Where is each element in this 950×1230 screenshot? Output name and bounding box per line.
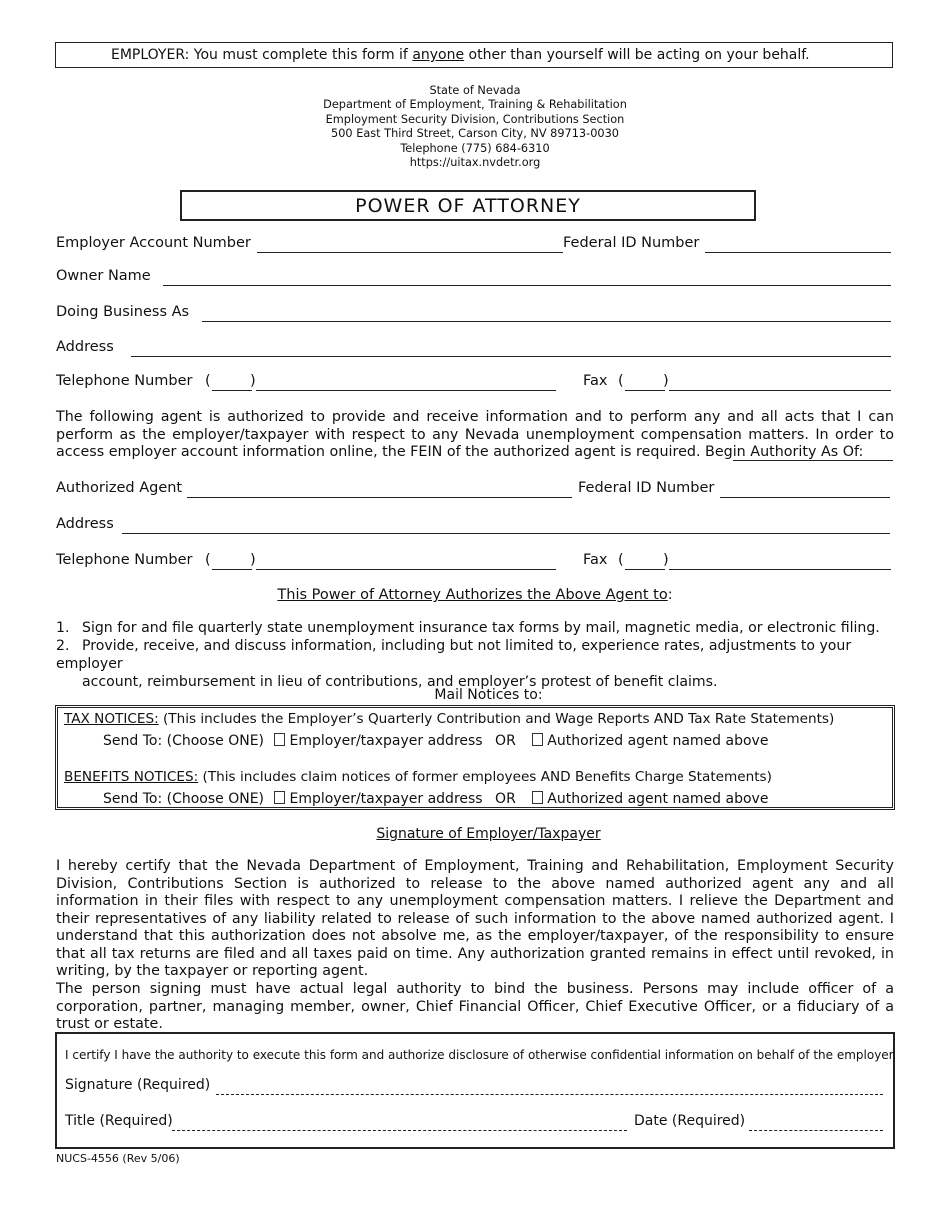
agent-phone-area-open: (: [205, 552, 211, 568]
list-item-text: Provide, receive, and discuss information, including but not limited to, experience rates, adjustments to your employer: [56, 638, 852, 672]
employer-account-field[interactable]: [257, 252, 563, 253]
list-item-number: 1.: [56, 620, 70, 636]
list-item: [56, 637, 894, 673]
agent-federal-id-label: Federal ID Number: [578, 480, 715, 496]
benefits-send-to-label: Send To: (Choose ONE): [103, 791, 265, 807]
employer-telephone-label: Telephone Number: [56, 373, 193, 389]
certification-box: [55, 1032, 895, 1149]
benefits-employer-option: Employer/taxpayer address: [289, 791, 483, 807]
certification-statement: I certify I have the authority to execute this form and authorize disclosure of otherwise confidential information on behalf of the employer.: [65, 1048, 897, 1062]
agent-telephone-field[interactable]: [256, 569, 556, 570]
agent-address-field[interactable]: [122, 533, 890, 534]
employer-fax-area-close: ): [663, 373, 669, 389]
dba-label: Doing Business As: [56, 304, 190, 320]
agent-federal-id-field[interactable]: [720, 497, 890, 498]
owner-name-field[interactable]: [163, 285, 891, 286]
list-item-continuation: account, reimbursement in lieu of contributions, and employer’s protest of benefit claims.: [82, 674, 718, 690]
agent-fax-area-open: (: [618, 552, 624, 568]
benefits-employer-checkbox[interactable]: [274, 791, 285, 804]
notice-suffix: other than yourself will be acting on your behalf.: [464, 47, 810, 63]
certify-paragraph: I hereby certify that the Nevada Department of Employment, Training and Rehabilitation, Employment Security Division, Contributions Section is authorized to release to the above named authorized agent any and all information in their files with respect to any unemployment compensation matters. I relieve the Department and their representatives of any liability related to release of such information to the above named authorized agent. I understand that this authorization does not absolve me, as the employer/taxpayer, of the responsibility to ensure that all tax returns are filed and all taxes paid on time. Any authorization granted remains in effect until revoked, in writing, by the taxpayer or reporting agent.: [56, 858, 894, 979]
mail-notices-box: [55, 705, 895, 810]
employer-account-label: Employer Account Number: [56, 235, 251, 251]
employer-notice-box: [55, 42, 893, 68]
agent-telephone-label: Telephone Number: [56, 552, 193, 568]
agency-website: https://uitax.nvdetr.org: [409, 156, 541, 170]
tax-notices-row: [64, 711, 834, 727]
agency-telephone: Telephone (775) 684-6310: [400, 141, 550, 155]
agency-state: State of Nevada: [429, 84, 521, 97]
notice-prefix: EMPLOYER: You must complete this form if: [111, 47, 413, 63]
employer-address-field[interactable]: [131, 356, 891, 357]
list-item-number: 2.: [56, 638, 70, 654]
agency-header: [200, 84, 750, 170]
title-label: Title (Required): [65, 1113, 173, 1129]
agent-fax-area-field[interactable]: [625, 569, 665, 570]
begin-authority-date-field[interactable]: [733, 460, 893, 461]
tax-employer-option: Employer/taxpayer address: [289, 733, 483, 749]
authorized-agent-label: Authorized Agent: [56, 480, 183, 496]
date-field[interactable]: [749, 1130, 883, 1131]
list-item-text: Sign for and file quarterly state unemployment insurance tax forms by mail, magnetic media, or electronic filing.: [82, 620, 880, 636]
employer-phone-area-close: ): [250, 373, 256, 389]
agency-division: Employment Security Division, Contributions Section: [325, 112, 625, 126]
employer-phone-area-field[interactable]: [212, 390, 252, 391]
benefits-or-text: OR: [495, 791, 516, 807]
employer-fax-area-open: (: [618, 373, 624, 389]
authorizes-heading-row: [0, 587, 950, 603]
employer-fax-label: Fax: [583, 373, 608, 389]
tax-agent-option: Authorized agent named above: [547, 733, 769, 749]
form-title: POWER OF ATTORNEY: [180, 190, 756, 221]
mail-notices-heading: Mail Notices to:: [434, 687, 543, 703]
agent-fax-label: Fax: [583, 552, 608, 568]
agency-department: Department of Employment, Training & Rehabilitation: [323, 98, 627, 112]
tax-send-to-label: Send To: (Choose ONE): [103, 733, 265, 749]
title-field[interactable]: [172, 1130, 627, 1131]
authorizes-list: [56, 619, 894, 691]
dba-field[interactable]: [202, 321, 891, 322]
employer-fax-area-field[interactable]: [625, 390, 665, 391]
authorization-paragraph: The following agent is authorized to provide and receive information and to perform any and all acts that I can perform as the employer/taxpayer with respect to any Nevada unemployment compensation matters. In order to access employer account information online, the FEIN of the authorized agent is required. Begin Authority As Of:: [56, 409, 894, 460]
authority-paragraph: The person signing must have actual legal authority to bind the business. Persons may include officer of a corporation, partner, managing member, owner, Chief Financial Officer, Chief Executive Officer, or a fiduciary of a trust or estate.: [56, 981, 894, 1032]
notice-emphasis: anyone: [412, 47, 465, 63]
employer-federal-id-field[interactable]: [705, 252, 891, 253]
agent-fax-field[interactable]: [669, 569, 891, 570]
benefits-notices-description: (This includes claim notices of former employees AND Benefits Charge Statements): [198, 769, 772, 785]
agent-phone-area-close: ): [250, 552, 256, 568]
tax-send-to-row: [103, 733, 768, 749]
employer-telephone-field[interactable]: [256, 390, 556, 391]
authorizes-heading: This Power of Attorney Authorizes the Above Agent to: [277, 587, 668, 603]
agent-fax-area-close: ): [663, 552, 669, 568]
tax-notices-description: (This includes the Employer’s Quarterly Contribution and Wage Reports AND Tax Rate Statements): [158, 711, 835, 727]
authorized-agent-field[interactable]: [187, 497, 572, 498]
agent-address-label: Address: [56, 516, 114, 532]
signature-label: Signature (Required): [65, 1077, 211, 1093]
benefits-notices-label: BENEFITS NOTICES:: [64, 769, 199, 785]
benefits-agent-checkbox[interactable]: [532, 791, 543, 804]
employer-fax-field[interactable]: [669, 390, 891, 391]
agent-phone-area-field[interactable]: [212, 569, 252, 570]
agency-address: 500 East Third Street, Carson City, NV 89713-0030: [331, 127, 619, 141]
owner-name-label: Owner Name: [56, 268, 151, 284]
benefits-agent-option: Authorized agent named above: [547, 791, 769, 807]
list-item: [56, 619, 894, 637]
employer-phone-area-open: (: [205, 373, 211, 389]
form-number: NUCS-4556 (Rev 5/06): [56, 1152, 180, 1165]
tax-agent-checkbox[interactable]: [532, 733, 543, 746]
benefits-send-to-row: [103, 791, 768, 807]
employer-federal-id-label: Federal ID Number: [563, 235, 700, 251]
tax-employer-checkbox[interactable]: [274, 733, 285, 746]
tax-notices-label: TAX NOTICES:: [64, 711, 159, 727]
employer-address-label: Address: [56, 339, 114, 355]
benefits-notices-row: [64, 769, 772, 785]
date-label: Date (Required): [634, 1113, 746, 1129]
signature-field[interactable]: [216, 1094, 883, 1095]
authorizes-colon: :: [667, 587, 673, 603]
signature-heading: Signature of Employer/Taxpayer: [376, 826, 601, 842]
tax-or-text: OR: [495, 733, 516, 749]
